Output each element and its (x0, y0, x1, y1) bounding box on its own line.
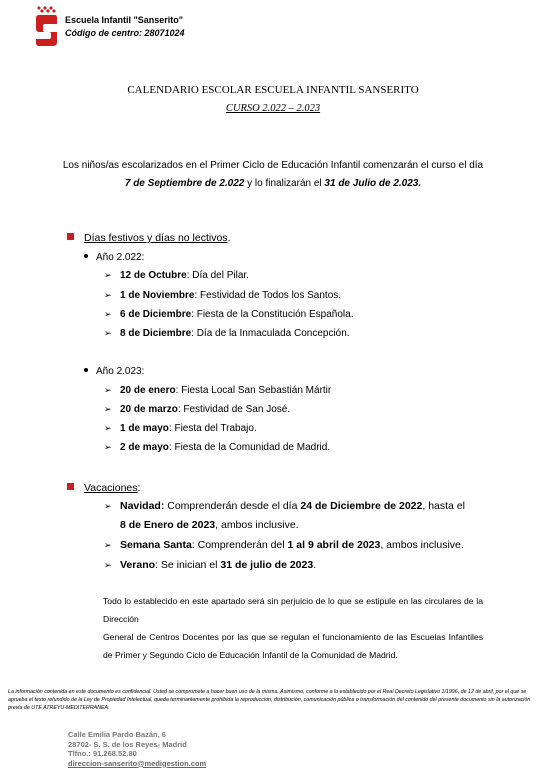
note-paragraph-2: General de Centros Docentes por las que se regulan el funcionamiento de las Escuelas Infantiles de Primer y Segundo Ciclo de Educación Infantil de la Comunidad de Madrid. (103, 632, 483, 660)
course-subtitle: CURSO 2.022 – 2.023 (225, 103, 321, 114)
holiday-desc: : Día del Pilar. (186, 270, 249, 281)
holiday-date: 8 de Diciembre (120, 328, 192, 339)
holiday-desc: : Festividad de San José. (177, 404, 291, 415)
document-title: CALENDARIO ESCOLAR ESCUELA INFANTIL SANSERITO (127, 84, 419, 96)
vacation-text: : Se inician el (155, 559, 221, 571)
comunidad-madrid-logo-icon (33, 6, 59, 48)
address-block (68, 730, 206, 768)
vacation-date: 1 al 9 abril de 2023 (287, 539, 381, 551)
arrow-bullet-icon: ➢ (104, 385, 112, 395)
intro-end-date: 31 de Julio de 2.023. (324, 178, 422, 189)
vacation-text: , hasta el (422, 500, 465, 512)
holiday-item (104, 309, 353, 320)
address-city: 28702- S. S. de los Reyes- Madrid (68, 739, 187, 749)
intro-text-1: Los niños/as escolarizados en el Primer Ciclo de Educación Infantil comenzarán el curso el día (62, 160, 484, 171)
vacation-text: Comprenderán desde el día (164, 500, 301, 512)
note-paragraph-1: Todo lo establecido en este apartado será sin perjuicio de lo que se estipule en las circulares de la Dirección (103, 596, 483, 624)
intro-start-date: 7 de Septiembre de 2.022 (124, 178, 245, 189)
address-street: Calle Emilia Pardo Bazán, 6 (68, 730, 166, 739)
bullet-dot-icon (84, 368, 88, 372)
arrow-bullet-icon: ➢ (104, 442, 112, 452)
arrow-bullet-icon: ➢ (104, 540, 112, 550)
vacation-text: : Comprenderán del (191, 539, 288, 551)
school-header (65, 14, 185, 40)
centre-code: Código de centro: 28071024 (65, 28, 185, 38)
arrow-bullet-icon: ➢ (104, 501, 112, 511)
bullet-dot-icon (84, 254, 88, 258)
vacation-text: , ambos inclusive. (380, 539, 464, 551)
vacation-date: 8 de Enero de 2023 (120, 519, 216, 531)
holiday-desc: : Fiesta de la Constitución Española. (191, 309, 354, 320)
vacation-semana-santa (104, 536, 504, 555)
vacation-label: Navidad: (120, 500, 165, 512)
intro-paragraph (60, 157, 486, 193)
vacation-date: 24 de Diciembre de 2022 (300, 500, 423, 512)
arrow-bullet-icon: ➢ (104, 290, 112, 300)
vacation-text: . (313, 559, 317, 571)
year-label: Año 2.023: (96, 366, 145, 377)
vacation-verano (104, 556, 504, 575)
holiday-item (104, 385, 331, 396)
holiday-date: 1 de Noviembre (120, 290, 195, 301)
vacations-heading-label: Vacaciones (84, 482, 138, 494)
holiday-date: 20 de marzo (120, 404, 178, 415)
holidays-heading-suffix: . (227, 232, 231, 244)
holiday-date: 1 de mayo (120, 423, 169, 434)
vacation-date: 31 de julio de 2023 (220, 559, 314, 571)
holiday-date: 12 de Octubre (120, 270, 187, 281)
holiday-date: 20 de enero (120, 385, 176, 396)
holiday-date: 2 de mayo (120, 442, 169, 453)
arrow-bullet-icon: ➢ (104, 328, 112, 338)
vacation-label: Verano (120, 559, 156, 571)
red-square-bullet-icon (67, 233, 74, 240)
address-email-link[interactable]: direccion-sanserito@medigestion.com (68, 758, 207, 768)
holidays-heading-label: Días festivos y días no lectivos (84, 232, 228, 244)
arrow-bullet-icon: ➢ (104, 404, 112, 414)
legal-disclaimer: La información contenida en este documento es confidencial. Usted se compromete a hacer buen uso de la misma. Asimismo, conforme a lo establecido por el Real Decreto Legislativo 1/1996, de 12 de abril, por el que se aprueba el texto refundido de la Ley de Propiedad Intelectual, queda terminantemente prohibida la reproducción, distribución, comunicación pública o transformación del contenido del presente documento sin la autorización previa de UTE ATREYU-MEDITERRANEA. (8, 689, 531, 711)
holiday-desc: : Día de la Inmaculada Concepción. (191, 328, 350, 339)
holiday-date: 6 de Diciembre (120, 309, 192, 320)
vacation-navidad (104, 497, 504, 535)
year-2023-label (84, 366, 144, 377)
holiday-item (104, 328, 350, 339)
arrow-bullet-icon: ➢ (104, 423, 112, 433)
address-phone: Tlfno.: 91.268.52.80 (68, 749, 137, 758)
holiday-desc: : Fiesta Local San Sebastián Mártir (175, 385, 332, 396)
holiday-desc: : Festividad de Todos los Santos. (194, 290, 342, 301)
arrow-bullet-icon: ➢ (104, 270, 112, 280)
school-name: Escuela Infantil "Sanserito" (65, 15, 184, 25)
holiday-item (104, 423, 257, 434)
intro-text-2: y lo finalizarán el (244, 178, 325, 189)
vacations-heading-suffix: : (137, 482, 141, 494)
vacations-heading (67, 482, 140, 494)
vacation-text: , ambos inclusive. (215, 519, 299, 531)
holiday-desc: : Fiesta de la Comunidad de Madrid. (168, 442, 331, 453)
holidays-heading (67, 232, 230, 244)
vacation-label: Semana Santa (120, 539, 192, 551)
holiday-item (104, 404, 290, 415)
red-square-bullet-icon (67, 483, 74, 490)
holiday-item (104, 270, 249, 281)
year-label: Año 2.022: (96, 252, 145, 263)
arrow-bullet-icon: ➢ (104, 560, 112, 570)
holiday-desc: : Fiesta del Trabajo. (168, 423, 257, 434)
year-2022-label (84, 252, 144, 263)
holiday-item (104, 442, 330, 453)
arrow-bullet-icon: ➢ (104, 309, 112, 319)
holiday-item (104, 290, 341, 301)
